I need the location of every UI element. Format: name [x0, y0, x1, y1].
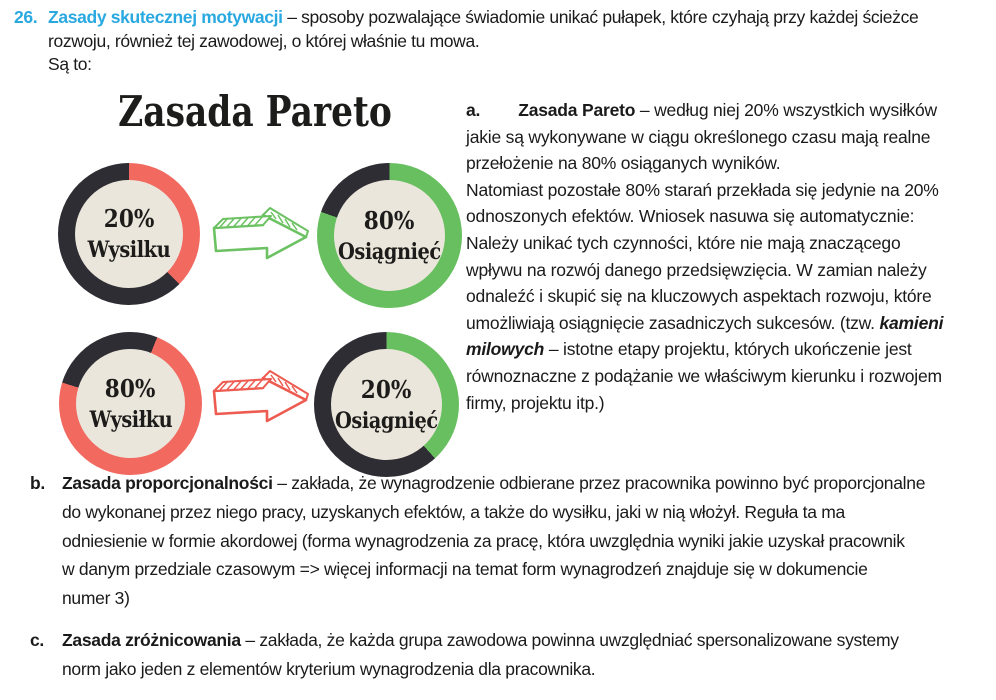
text-line: umożliwiają osiągnięcie zasadniczych sukcesów. (tzw. kamieni [466, 312, 944, 333]
circle-value: 80% [364, 205, 415, 235]
text-line: odnaleźć i skupić się na kluczowych aspektach rozwoju, które [466, 286, 932, 307]
text-line: firmy, projektu itp.) [466, 392, 605, 413]
text-line: przełożenie na 80% osiąganych wyników. [466, 153, 781, 174]
section-b-body [62, 469, 996, 613]
text-line: Należy unikać tych czynności, które nie mają znaczącego [466, 232, 901, 253]
circle-inner [334, 180, 445, 291]
text-line: Zasada proporcjonalności – zakłada, że wynagrodzenie odbierane przez pracownika powinno być proporcjonalne [62, 473, 926, 493]
text-line: Natomiast pozostałe 80% starań przekłada się jedynie na 20% [466, 179, 939, 200]
item-heading: Zasady skutecznej motywacji [48, 7, 283, 27]
circle-label: Osiągnięć [338, 238, 441, 265]
header-line-1 [14, 6, 992, 30]
item-number: 26. [14, 7, 38, 27]
circle-value: 20% [103, 204, 155, 233]
pareto-diagram-image [40, 85, 470, 465]
section-c-marker: c. [30, 630, 44, 650]
circle-value: 80% [105, 373, 156, 403]
pareto-circle-80-results [317, 163, 462, 308]
list-item-26 [14, 6, 992, 77]
circle-inner [76, 349, 185, 458]
diagram-title: Zasada Pareto [118, 87, 392, 136]
circle-label: Wysilku [87, 237, 171, 263]
circle-inner [75, 180, 183, 288]
text-line: w danym przedziale czasowym => więcej informacji na temat form wynagrodzeń znajduje się w dokumencie [62, 559, 868, 580]
pareto-circle-20-effort [58, 163, 200, 305]
header-line-2: rozwoju, również tej zawodowej, o której właśnie tu mowa. [48, 30, 480, 51]
circle-label: Osiągnięć [335, 407, 438, 434]
text-line: numer 3) [62, 588, 130, 609]
circle-inner [331, 349, 442, 460]
section-b-marker: b. [30, 473, 45, 493]
header-line-3: Są to: [48, 54, 92, 74]
text-line: odnoszonych efektów. Wniosek nasuwa się automatycznie: [466, 206, 915, 227]
pareto-circle-20-results [314, 332, 459, 477]
pareto-circle-80-effort [59, 332, 202, 475]
arrow-right-icon [203, 202, 315, 262]
text-line: do wykonanej przez niego pracy, uzyskanych efektów, a także do wysiłku, jaki w nią włożył. Reguła ta ma [62, 501, 845, 522]
section-a-pareto-text [466, 97, 994, 416]
text-line: milowych – istotne etapy projektu, których ukończenie jest [466, 339, 912, 360]
section-b-proportionality [30, 469, 996, 613]
text-line: jakie są wykonywane w ciągu określonego czasu mają realne [466, 126, 931, 147]
section-c-differentiation [30, 626, 996, 684]
circle-value: 20% [361, 374, 412, 404]
text-line: a. Zasada Pareto – według niej 20% wszystkich wysiłków [466, 100, 937, 120]
text-line: wpływu na rozwój danego przedsięwzięcia. W zamian należy [466, 259, 927, 280]
item-heading-rest: – sposoby pozwalające świadomie unikać pułapek, które czyhają przy każdej ścieżce [282, 7, 919, 27]
text-line: równoznaczne z podążanie we właściwym kierunku i rozwojem [466, 365, 942, 386]
circle-label: Wysiłku [89, 406, 172, 433]
section-c-body [62, 626, 996, 684]
text-line: odniesienie w formie akordowej (forma wynagrodzenia za pracę, która uwzględnia wyniki jakie uzyskał pracownik [62, 530, 905, 551]
text-line: norm jako jeden z elementów kryterium wynagrodzenia dla pracownika. [62, 658, 596, 679]
arrow-right-icon [203, 365, 315, 425]
text-line: Zasada zróżnicowania – zakłada, że każda grupa zawodowa powinna uwzględniać spersonalizowane systemy [62, 630, 899, 650]
